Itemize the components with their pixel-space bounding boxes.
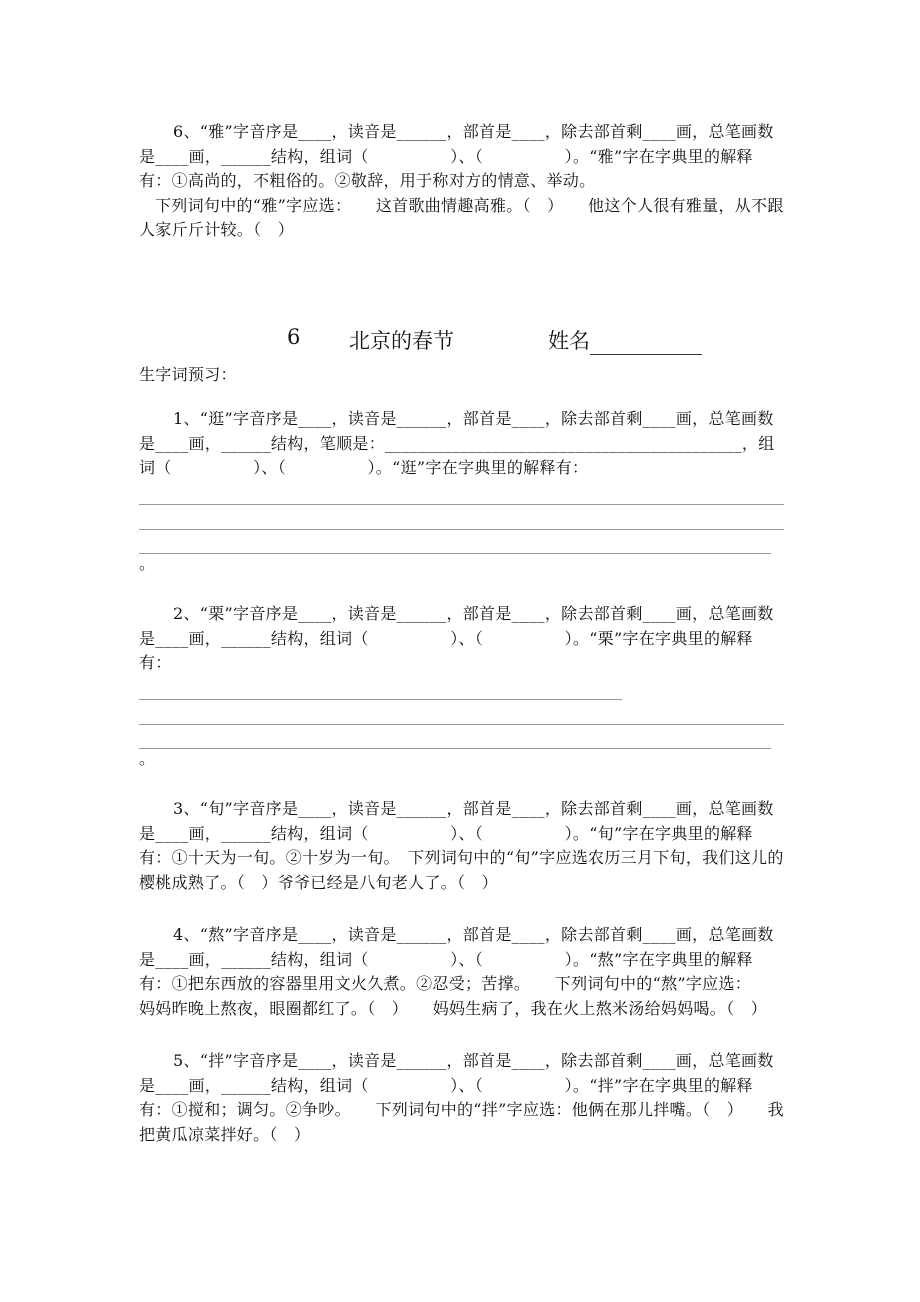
name-label: 姓名: [548, 328, 590, 353]
question-6-ya: 6、“雅”字音序是____，读音是______，部首是____，除去部首剩____画，总笔画数是____画，______结构，组词（ ）、（ ）。“雅”字在字典里的解释有：①高尚的，不粗俗的。②敬辞，用于称对方的情意、举动。: [139, 122, 774, 190]
name-field: [548, 325, 702, 355]
question-6-ya-choice: 下列词句中的“雅”字应选： 这首歌曲情趣高雅。（ ） 他这个人很有雅量，从不跟人家斤斤计较。（ ）: [139, 195, 784, 239]
question-2-li: 2、“栗”字音序是____，读音是______，部首是____，除去部首剩____画，总笔画数是____画，______结构，组词（ ）、（ ）。“栗”字在字典里的解释有：: [139, 604, 774, 672]
answer-line[interactable]: [139, 699, 622, 700]
period: 。: [139, 749, 156, 768]
preview-label: 生字词预习：: [139, 364, 237, 384]
question-5-ban: 5、“拌”字音序是____，读音是______，部首是____，除去部首剩____画，总笔画数是____画，______结构，组词（ ）、（ ）。“拌”字在字典里的解释有：①搅和；调匀。②争吵。 下列词句中的“拌”字应选：他俩在那儿拌嘴。（ ） 我把黄瓜凉菜拌好。（ ）: [139, 1051, 784, 1144]
period: 。: [139, 554, 156, 573]
answer-line[interactable]: [139, 724, 784, 725]
question-1-guang: 1、“逛”字音序是____，读音是______，部首是____，除去部首剩____画，总笔画数是____画，______结构，笔顺是：___________________________________________，组词（ ）、（ ）。“逛”字在字典里的解释有：: [139, 409, 775, 477]
lesson-number: 6: [287, 324, 301, 349]
worksheet: [139, 120, 784, 1147]
lesson-header: [139, 317, 784, 357]
question-4-ao: 4、“熬”字音序是____，读音是______，部首是____，除去部首剩____画，总笔画数是____画，______结构，组词（ ）、（ ）。“熬”字在字典里的解释有：①把东西放的容器里用文火久煮。②忍受；苦撑。 下列词句中的“熬”字应选： 妈妈昨晚上熬夜，眼圈都红了。（ ） 妈妈生病了，我在火上熬米汤给妈妈喝。（ ）: [139, 925, 776, 1018]
question-3-xun: 3、“旬”字音序是____，读音是______，部首是____，除去部首剩____画，总笔画数是____画，______结构，组词（ ）、（ ）。“旬”字在字典里的解释有：①十天为一旬。②十岁为一旬。 下列词句中的“旬”字应选农历三月下旬，我们这儿的樱桃成熟了。（ ）爷爷已经是八旬老人了。（ ）: [139, 799, 784, 892]
name-blank[interactable]: [590, 332, 702, 355]
answer-line[interactable]: [139, 504, 784, 505]
lesson-title: 北京的春节: [349, 328, 454, 353]
answer-line[interactable]: [139, 529, 784, 530]
